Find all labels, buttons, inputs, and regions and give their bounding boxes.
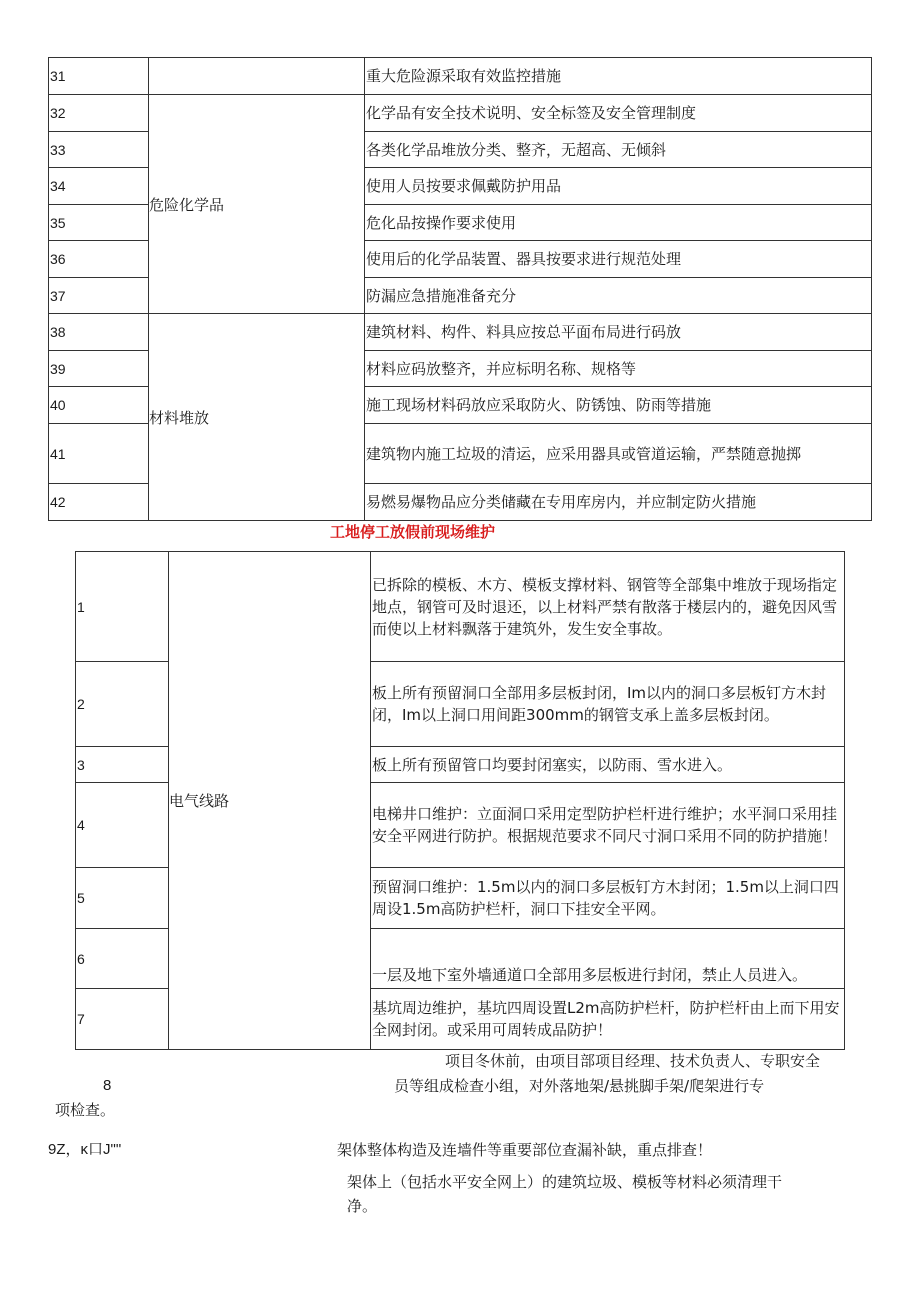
row-number: 36: [49, 241, 149, 278]
row-number: 31: [49, 58, 149, 95]
row-number: 4: [76, 783, 169, 868]
row-number: 3: [76, 747, 169, 783]
requirement-cell: 建筑物内施工垃圾的清运，应采用器具或管道运输，严禁随意抛掷: [365, 424, 872, 484]
row-number: 38: [49, 314, 149, 351]
row-number: 2: [76, 662, 169, 747]
category-chemicals: 危险化学品: [149, 95, 365, 314]
item8-text-line3: 项检查。: [55, 1101, 116, 1119]
item9-label: 9Z，κ口J"": [48, 1141, 122, 1158]
table-row: [49, 95, 872, 132]
requirement-cell: 建筑材料、构件、料具应按总平面布局进行码放: [365, 314, 872, 351]
item10-text-line1: 架体上（包括水平安全网上）的建筑垃圾、模板等材料必须清理干: [347, 1173, 783, 1191]
row-number: 41: [49, 424, 149, 484]
section-title: 工地停工放假前现场维护: [330, 523, 496, 541]
row-number: 1: [76, 552, 169, 662]
table-row: [49, 58, 872, 95]
requirement-cell: 板上所有预留洞口全部用多层板封闭，Im以内的洞口多层板钉方木封闭，Im以上洞口用间距300mm的钢管支承上盖多层板封闭。: [371, 662, 845, 747]
row-number: 35: [49, 205, 149, 241]
item8-text-line2: 员等组成检查小组，对外落地架/悬挑脚手架/爬架进行专: [394, 1077, 765, 1095]
requirement-cell: 危化品按操作要求使用: [365, 205, 872, 241]
category-electrical: 电气线路: [169, 552, 371, 1050]
item8-text-line1: 项目冬休前，由项目部项目经理、技术负责人、专职安全: [445, 1052, 821, 1070]
requirement-cell: 施工现场材料码放应采取防火、防锈蚀、防雨等措施: [365, 387, 872, 424]
requirement-cell: 电梯井口维护：立面洞口采用定型防护栏杆进行维护；水平洞口采用挂安全平网进行防护。根据规范要求不同尺寸洞口采用不同的防护措施！: [371, 783, 845, 868]
requirement-cell: 防漏应急措施准备充分: [365, 278, 872, 314]
inspection-table-2: [75, 551, 845, 1050]
row-number: 34: [49, 168, 149, 205]
requirement-cell: 材料应码放整齐，并应标明名称、规格等: [365, 351, 872, 387]
table-row: [76, 552, 845, 662]
requirement-cell: 基坑周边维护，基坑四周设置L2m高防护栏杆，防护栏杆由上而下用安全网封闭。或采用可周转成品防护！: [371, 989, 845, 1050]
row-number: 7: [76, 989, 169, 1050]
row-number: 32: [49, 95, 149, 132]
category-materials: 材料堆放: [149, 314, 365, 521]
row-number: 5: [76, 868, 169, 929]
requirement-cell: 预留洞口维护：1.5m以内的洞口多层板钉方木封闭；1.5m以上洞口四周设1.5m高防护栏杆，洞口下挂安全平网。: [371, 868, 845, 929]
requirement-cell: 已拆除的模板、木方、模板支撑材料、钢管等全部集中堆放于现场指定地点，钢管可及时退还，以上材料严禁有散落于楼层内的，避免因风雪而使以上材料飘落于建筑外，发生安全事故。: [371, 552, 845, 662]
row-number: 33: [49, 132, 149, 168]
row-number: 40: [49, 387, 149, 424]
row-number: 37: [49, 278, 149, 314]
requirement-cell: 使用后的化学品装置、器具按要求进行规范处理: [365, 241, 872, 278]
requirement-cell: 各类化学品堆放分类、整齐，无超高、无倾斜: [365, 132, 872, 168]
requirement-cell: 易燃易爆物品应分类储藏在专用库房内，并应制定防火措施: [365, 484, 872, 521]
row-number: 6: [76, 929, 169, 989]
requirement-cell: 板上所有预留管口均要封闭塞实，以防雨、雪水进入。: [371, 747, 845, 783]
requirement-cell: 重大危险源采取有效监控措施: [365, 58, 872, 95]
row-number: 42: [49, 484, 149, 521]
inspection-table-1: [48, 57, 872, 521]
requirement-cell: 使用人员按要求佩戴防护用品: [365, 168, 872, 205]
category-cell-empty: [149, 58, 365, 95]
row-number: 39: [49, 351, 149, 387]
requirement-cell: 化学品有安全技术说明、安全标签及安全管理制度: [365, 95, 872, 132]
requirement-cell: 一层及地下室外墙通道口全部用多层板进行封闭，禁止人员进入。: [371, 929, 845, 989]
item10-text-line2: 净。: [347, 1197, 378, 1215]
item9-text: 架体整体构造及连墙件等重要部位查漏补缺，重点排查！: [337, 1141, 713, 1159]
item8-number: 8: [103, 1077, 112, 1094]
table-row: [49, 314, 872, 351]
